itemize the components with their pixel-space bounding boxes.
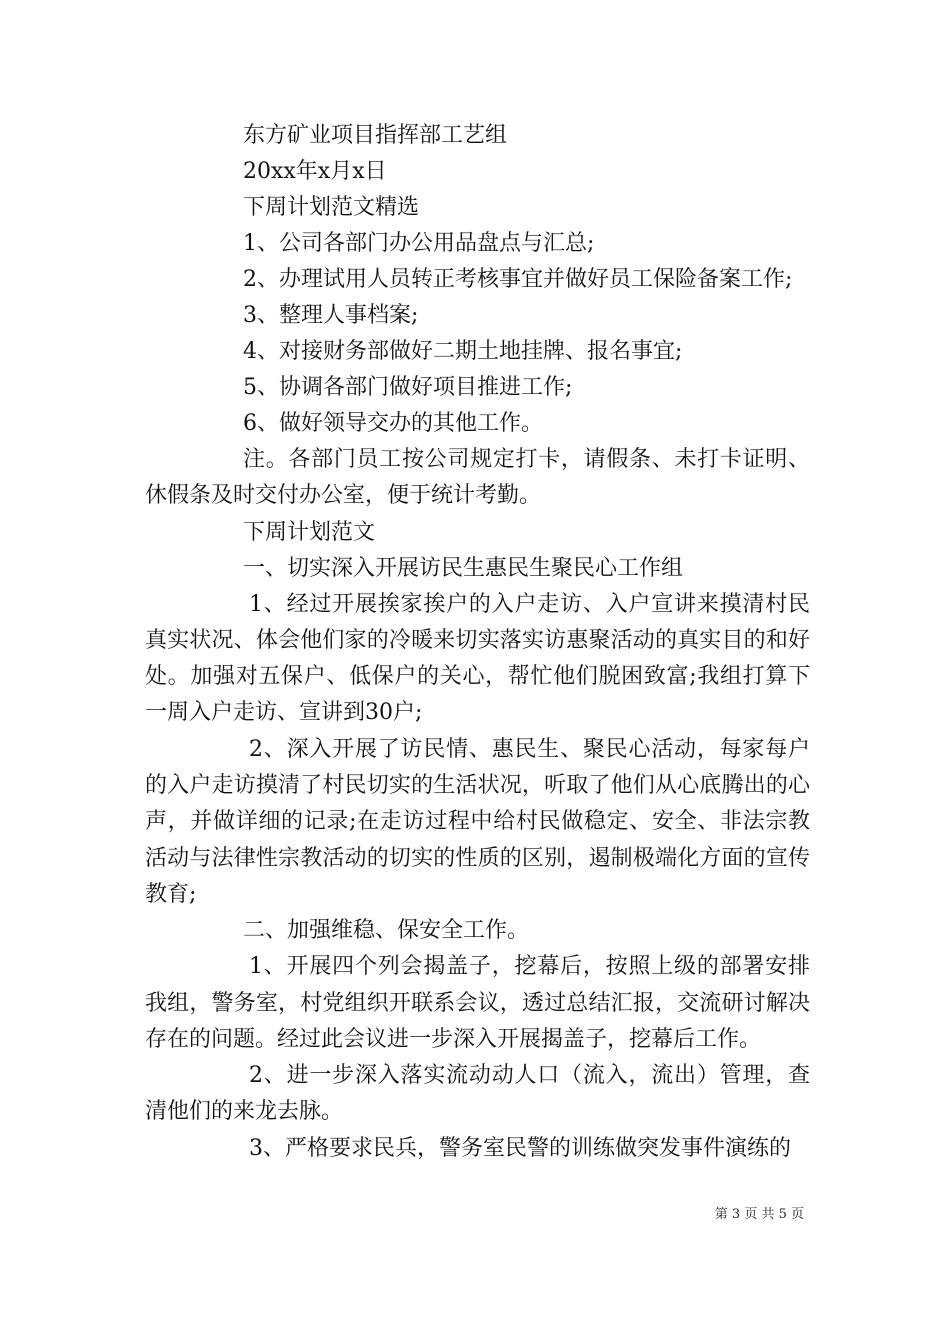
- list-item: 3、整理人事档案;: [243, 303, 419, 328]
- section-title: 二、加强维稳、保安全工作。: [243, 918, 530, 944]
- body-paragraph: 3、严格要求民兵，警务室民警的训练做突发事件演练的: [249, 1135, 791, 1161]
- list-item: 5、协调各部门做好项目推进工作;: [243, 375, 573, 400]
- body-paragraph: 1、经过开展挨家挨户的入户走访、入户宣讲来摸清村民真实状况、体会他们家的冷暖来切实落实访惠聚活动的真实目的和好处。加强对五保户、低保户的关心，帮忙他们脱困致富;我组打算下一周入户走访、宣讲到30户;: [145, 591, 810, 726]
- list-item: 2、办理试用人员转正考核事宜并做好员工保险备案工作;: [243, 267, 793, 292]
- org-name: 东方矿业项目指挥部工艺组: [243, 123, 508, 148]
- note-paragraph: 注。各部门员工按公司规定打卡，请假条、未打卡证明、休假条及时交付办公室，便于统计考勤。: [145, 447, 810, 509]
- section-heading: 下周计划范文精选: [243, 195, 420, 220]
- page-number: 第 3 页 共 5 页: [714, 1207, 804, 1222]
- body-paragraph: 2、深入开展了访民情、惠民生、聚民心活动，每家每户的入户走访摸清了村民切实的生活状况，听取了他们从心底腾出的心声，并做详细的记录;在走访过程中给村民做稳定、安全、非法宗教活动与法律性宗教活动的切实的性质的区别，遏制极端化方面的宣传教育;: [145, 736, 810, 907]
- body-paragraph: 2、进一步深入落实流动动人口（流入，流出）管理，查清他们的来龙去脉。: [145, 1063, 810, 1125]
- document-body: [145, 118, 810, 1167]
- section-heading-2: 下周计划范文: [243, 519, 376, 545]
- body-paragraph: 1、开展四个列会揭盖子，挖幕后，按照上级的部署安排我组，警务室，村党组织开联系会议，透过总结汇报，交流研讨解决存在的问题。经过此会议进一步深入开展揭盖子，挖幕后工作。: [145, 954, 810, 1052]
- section-title: 一、切实深入开展访民生惠民生聚民心工作组: [243, 555, 684, 581]
- list-item: 4、对接财务部做好二期土地挂牌、报名事宜;: [243, 339, 683, 364]
- date-line: 20xx年x月x日: [243, 159, 387, 184]
- list-item: 6、做好领导交办的其他工作。: [243, 411, 543, 436]
- list-item: 1、公司各部门办公用品盘点与汇总;: [243, 231, 595, 256]
